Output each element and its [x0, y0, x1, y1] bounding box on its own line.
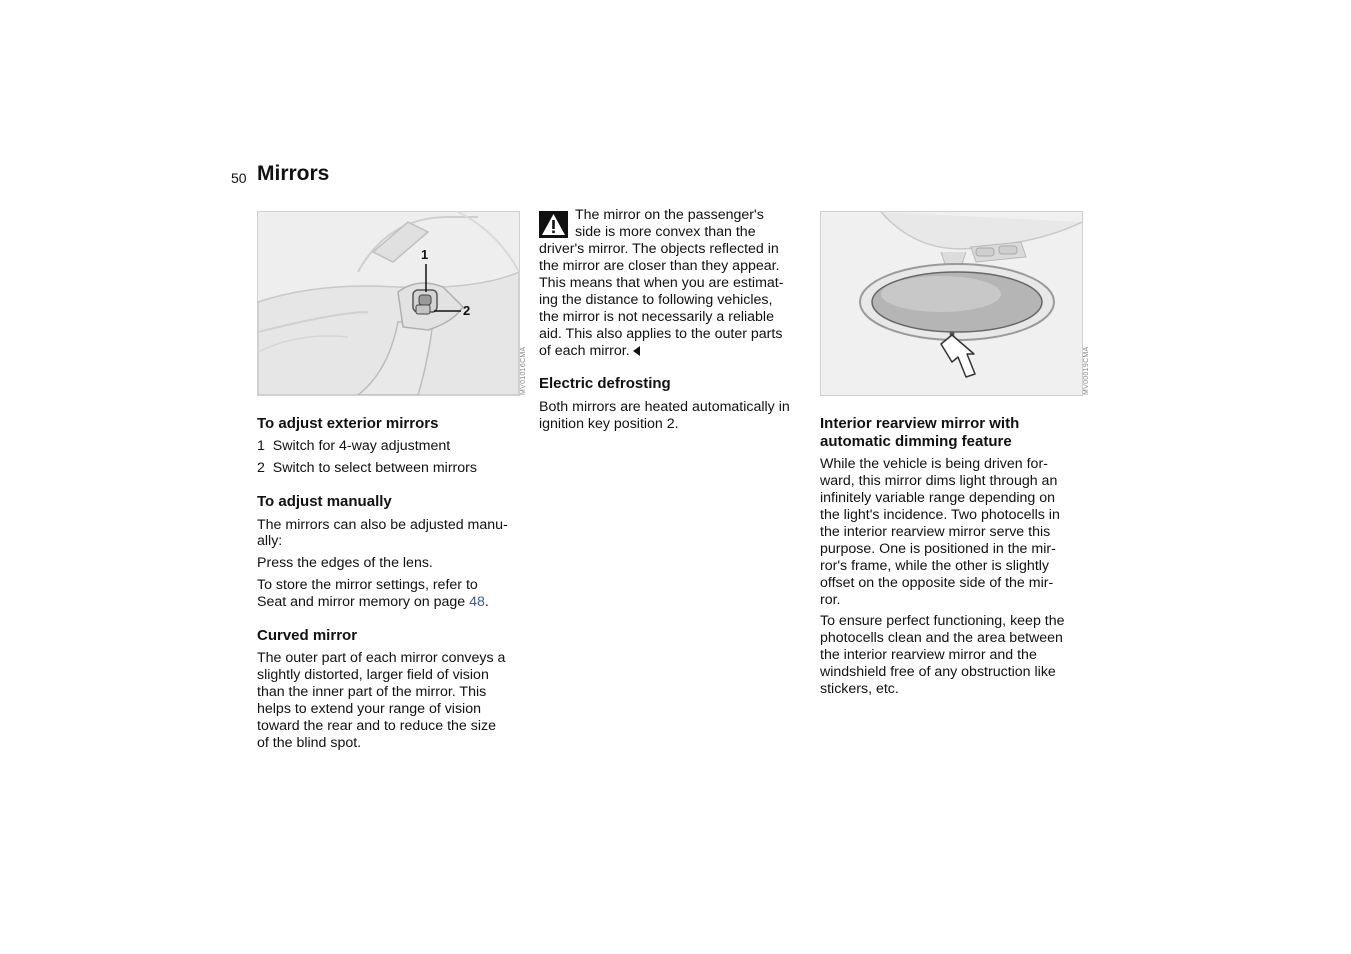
- period: .: [484, 594, 489, 610]
- interior-p2-line: windshield free of any obstruction like: [820, 664, 1056, 680]
- defrosting-paragraph: [539, 399, 814, 433]
- curved-line: The outer part of each mirror conveys a: [257, 650, 506, 666]
- callout-2-label: 2: [463, 303, 471, 318]
- interior-p1-line: the interior rearview mirror serve this: [820, 524, 1051, 540]
- warning-line: driver's mirror. The objects reflected in: [539, 241, 779, 257]
- interior-p2-line: stickers, etc.: [820, 681, 899, 697]
- list-item-switch-4-way: 1 Switch for 4-way adjustment: [257, 438, 451, 454]
- electric-defrosting-heading: Electric defrosting: [539, 375, 671, 392]
- curved-line: of the blind spot.: [257, 735, 362, 751]
- interior-p2-line: the interior rearview mirror and the: [820, 647, 1037, 663]
- warning-last-text: of each mirror.: [539, 343, 630, 359]
- page-48-link[interactable]: 48: [469, 594, 485, 610]
- interior-p1-line: infinitely variable range depending on: [820, 490, 1056, 506]
- page-number: 50: [231, 170, 247, 186]
- warning-line: the mirror are closer than they appear.: [539, 258, 780, 274]
- defrost-line: Both mirrors are heated automatically in: [539, 399, 790, 415]
- door-panel-illustration: [258, 212, 519, 395]
- manual-paragraph-2: Press the edges of the lens.: [257, 555, 433, 571]
- warning-paragraph: [539, 241, 814, 360]
- interior-p1-line: purpose. One is positioned in the mir-: [820, 541, 1056, 557]
- interior-p2-line: To ensure perfect functioning, keep the: [820, 613, 1065, 629]
- callout-1-label: 1: [421, 247, 429, 262]
- warning-line: side is more convex than the: [575, 224, 756, 240]
- interior-p1-line: the light's incidence. Two photocells in: [820, 507, 1060, 523]
- figure-code-left: MV01016CMA: [520, 346, 527, 395]
- page-title: Mirrors: [257, 162, 330, 185]
- manual-paragraph-1-line-2: ally:: [257, 533, 283, 549]
- interior-p1-line: ward, this mirror dims light through an: [820, 473, 1058, 489]
- manual-paragraph-1-line-1: The mirrors can also be adjusted manu-: [257, 517, 508, 533]
- defrost-line: ignition key position 2.: [539, 416, 679, 432]
- warning-line: The mirror on the passenger's: [575, 207, 764, 223]
- warning-line: ing the distance to following vehicles,: [539, 292, 773, 308]
- curved-line: toward the rear and to reduce the size: [257, 718, 496, 734]
- interior-p2-line: photocells clean and the area between: [820, 630, 1063, 646]
- manual-paragraph-3-line-1: To store the mirror settings, refer to: [257, 577, 478, 593]
- interior-heading-line: Interior rearview mirror with: [820, 415, 1020, 432]
- interior-p1-line: ror's frame, while the other is slightly: [820, 558, 1050, 574]
- interior-heading-line: automatic dimming feature: [820, 433, 1012, 450]
- memory-reference-text: Seat and mirror memory on page: [257, 594, 470, 610]
- interior-p1-line: ror.: [820, 592, 841, 608]
- exterior-mirrors-heading: To adjust exterior mirrors: [257, 415, 439, 432]
- curved-mirror-heading: Curved mirror: [257, 627, 358, 644]
- warning-triangle-icon: [539, 211, 568, 238]
- interior-paragraph-2: [820, 613, 1095, 698]
- interior-mirror-figure: [820, 211, 1083, 396]
- curved-line: helps to extend your range of vision: [257, 701, 481, 717]
- list-item-switch-select: 2 Switch to select between mirrors: [257, 460, 477, 476]
- interior-p1-line: offset on the opposite side of the mir-: [820, 575, 1054, 591]
- curved-line: slightly distorted, larger field of vision: [257, 667, 489, 683]
- interior-p1-line: While the vehicle is being driven for-: [820, 456, 1048, 472]
- door-mirror-switch-figure: [257, 211, 520, 396]
- warning-line: This means that when you are estimat-: [539, 275, 784, 291]
- figure-code-right: MV00019CMA: [1083, 346, 1090, 395]
- interior-mirror-illustration: [821, 212, 1082, 395]
- warning-line: the mirror is not necessarily a reliable: [539, 309, 774, 325]
- curved-mirror-paragraph: [257, 650, 532, 752]
- curved-line: than the inner part of the mirror. This: [257, 684, 487, 700]
- warning-line-last: [539, 343, 814, 360]
- adjust-manually-heading: To adjust manually: [257, 493, 392, 510]
- warning-line: aid. This also applies to the outer parts: [539, 326, 783, 342]
- interior-mirror-heading: [820, 415, 1019, 451]
- interior-paragraph-1: [820, 456, 1095, 609]
- manual-paragraph-3-line-2: [257, 594, 489, 611]
- end-of-section-marker-icon: [633, 346, 640, 356]
